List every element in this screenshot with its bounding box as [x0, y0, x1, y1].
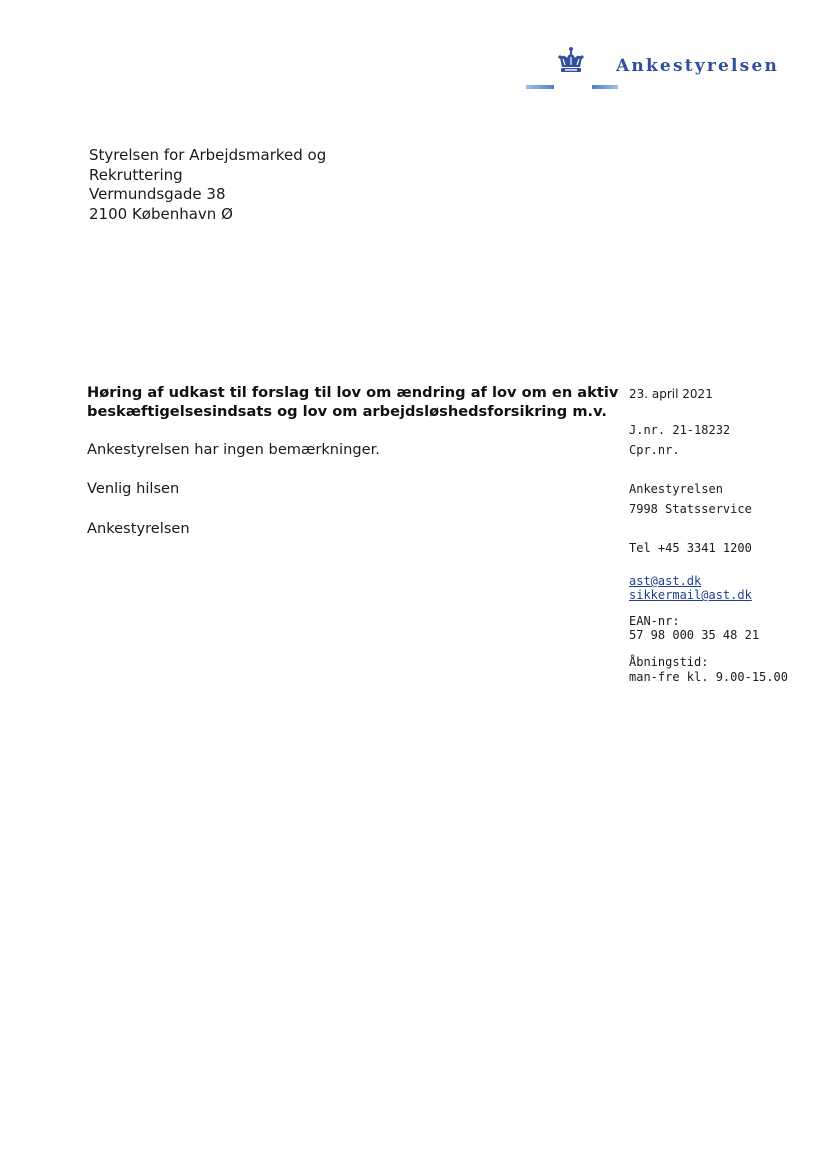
- letter-date: 23. april 2021: [629, 387, 713, 401]
- ean-number: 57 98 000 35 48 21: [629, 628, 760, 642]
- crown-icon: [556, 46, 586, 76]
- sender-phone: Tel +45 3341 1200: [629, 541, 752, 555]
- logo-bar-left: [526, 85, 554, 89]
- sender-name: Ankestyrelsen: [629, 482, 723, 496]
- recipient-address: [89, 146, 326, 224]
- ankestyrelsen-logo: [526, 44, 806, 96]
- email-link[interactable]: ast@ast.dk: [629, 574, 702, 588]
- opening-hours-label: Åbningstid:: [629, 655, 709, 669]
- recipient-line: Vermundsgade 38: [89, 185, 226, 203]
- recipient-line: 2100 København Ø: [89, 204, 233, 223]
- secure-email-link[interactable]: sikkermail@ast.dk: [629, 588, 752, 602]
- ean-label: EAN-nr:: [629, 614, 680, 628]
- opening-hours: man-fre kl. 9.00-15.00: [629, 670, 788, 684]
- letter-greeting: Venlig hilsen: [87, 480, 180, 497]
- recipient-line: Styrelsen for Arbejdsmarked og: [89, 146, 327, 164]
- logo-bar-right: [592, 85, 618, 89]
- cpr-number: Cpr.nr.: [629, 443, 680, 457]
- letter-body: Ankestyrelsen har ingen bemærkninger.: [87, 441, 380, 458]
- letter-subject: [87, 383, 619, 421]
- subject-line: Høring af udkast til forslag til lov om ændring af lov om en aktiv: [87, 384, 619, 401]
- journal-number: J.nr. 21-18232: [629, 423, 731, 437]
- letter-signature: Ankestyrelsen: [87, 520, 190, 537]
- sender-address: 7998 Statsservice: [629, 502, 752, 516]
- recipient-line: Rekruttering: [89, 165, 183, 184]
- subject-line: beskæftigelsesindsats og lov om arbejdsløshedsforsikring m.v.: [87, 403, 607, 420]
- brand-name: Ankestyrelsen: [616, 56, 780, 76]
